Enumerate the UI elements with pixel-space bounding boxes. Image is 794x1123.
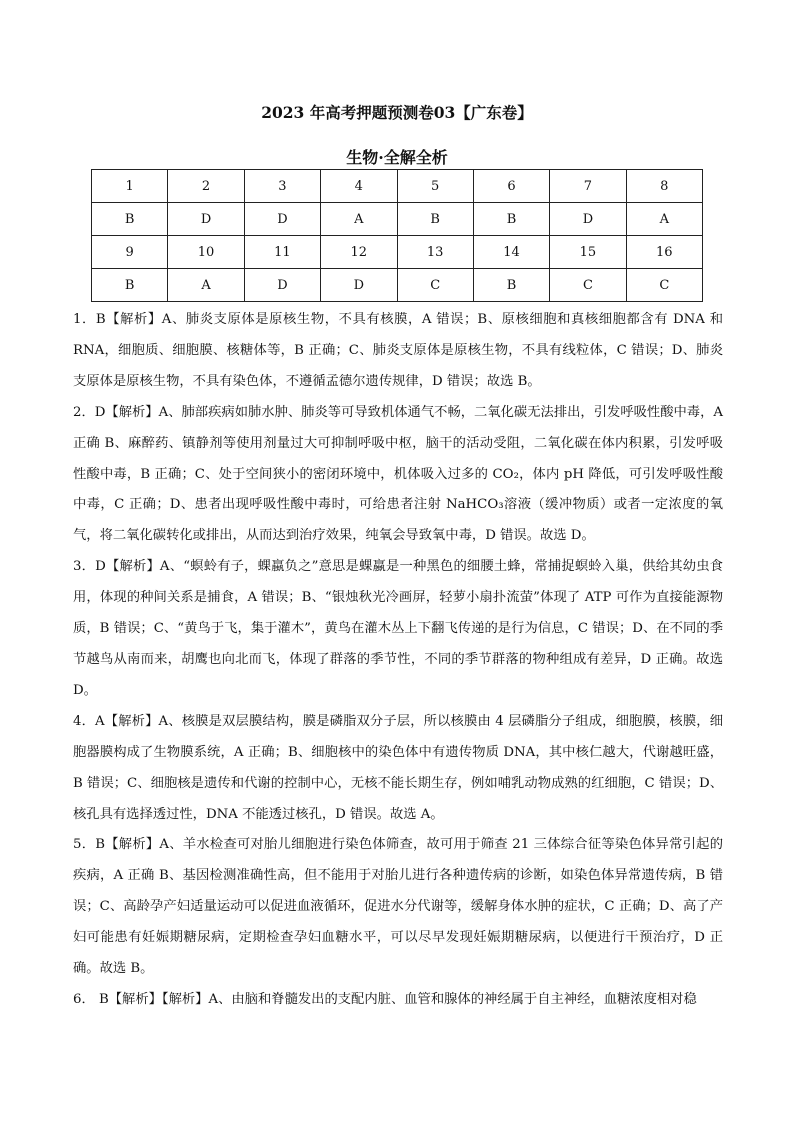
- answer-row: [92, 269, 703, 302]
- answer-cell: A: [168, 269, 244, 302]
- answer-cell: C: [626, 269, 702, 302]
- answer-cell: D: [244, 269, 320, 302]
- page-title: 2023 年高考押题预测卷03【广东卷】: [261, 103, 533, 122]
- answer-cell: A: [626, 203, 702, 236]
- answer-cell: C: [550, 269, 626, 302]
- answer-cell: C: [397, 269, 473, 302]
- answer-cell: B: [92, 203, 168, 236]
- answer-cell: 10: [168, 236, 244, 269]
- answer-row: [92, 236, 703, 269]
- answer-cell: D: [550, 203, 626, 236]
- answer-row: [92, 203, 703, 236]
- answer-cell: 13: [397, 236, 473, 269]
- explanation-6: 6． B【解析】【解析】A、由脑和脊髓发出的支配内脏、血管和腺体的神经属于自主神经，血糖浓度相对稳: [73, 991, 697, 1007]
- answer-cell: 6: [473, 170, 549, 203]
- answer-cell: 15: [550, 236, 626, 269]
- answer-cell: A: [321, 203, 397, 236]
- explanation-5: 5．B【解析】A、羊水检查可对胎儿细胞进行染色体筛查，故可用于筛查 21 三体综合征等染色体异常引起的疾病，A 正确 B、基因检测准确性高，但不能用于对胎儿进行各种遗传病的诊断，如染色体异常遗传病，B 错误；C、高龄孕产妇适量运动可以促进血液循环，促进水分代谢等，缓解身体水肿的症状，C 正确；D、高了产妇可能患有妊娠期糖尿病，定期检查孕妇血糖水平，可以尽早发现妊娠期糖尿病，以便进行干预治疗，D 正确。故选 B。: [73, 837, 723, 977]
- answer-cell: B: [473, 269, 549, 302]
- answer-cell: 9: [92, 236, 168, 269]
- answer-cell: 16: [626, 236, 702, 269]
- answer-cell: D: [321, 269, 397, 302]
- answer-cell: 2: [168, 170, 244, 203]
- answer-cell: 5: [397, 170, 473, 203]
- answer-cell: 14: [473, 236, 549, 269]
- explanation-1: 1．B【解析】A、肺炎支原体是原核生物，不具有核膜，A 错误；B、原核细胞和真核细胞都含有 DNA 和 RNA，细胞质、细胞膜、核糖体等，B 正确；C、肺炎支原体是原核生物，不具有线粒体，C 错误；D、肺炎支原体是原核生物，不具有染色体，不遵循孟德尔遗传规律，D 错误；故选 B。: [73, 312, 723, 389]
- answer-cell: B: [397, 203, 473, 236]
- answer-cell: 8: [626, 170, 702, 203]
- answer-cell: 1: [92, 170, 168, 203]
- answer-cell: 12: [321, 236, 397, 269]
- answer-cell: 7: [550, 170, 626, 203]
- answer-cell: 4: [321, 170, 397, 203]
- explanation-3: 3．D【解析】A、“螟蛉有子，蜾蠃负之”意思是蜾蠃是一种黑色的细腰土蜂，常捕捉螟蛉入巢，供给其幼虫食用，体现的种间关系是捕食，A 错误；B、“银烛秋光冷画屏，轻萝小扇扑流萤”体现了 ATP 可作为直接能源物质，B 错误；C、“黄鸟于飞，集于灌木”，黄鸟在灌木丛上下翻飞传递的是行为信息，C 错误；D、在不同的季节越鸟从南而来，胡鹰也向北而飞，体现了群落的季节性，不同的季节群落的物种组成有差异，D 正确。故选 D。: [73, 559, 723, 698]
- answer-row: [92, 170, 703, 203]
- explanation-2: 2．D【解析】A、肺部疾病如肺水肿、肺炎等可导致机体通气不畅，二氧化碳无法排出，引发呼吸性酸中毒，A 正确 B、麻醉药、镇静剂等使用剂量过大可抑制呼吸中枢，脑干的活动受阻，二氧化碳在体内积累，引发呼吸性酸中毒，B 正确；C、处于空间狭小的密闭环境中，机体吸入过多的 CO₂，体内 pH 降低，可引发呼吸性酸中毒，C 正确；D、患者出现呼吸性酸中毒时，可给患者注射 NaHCO₃溶液（缓冲物质）或者一定浓度的氧气，将二氧化碳转化或排出，从而达到治疗效果，纯氧会导致氧中毒，D 错误。故选 D。: [73, 404, 723, 544]
- page-subtitle: 生物·全解全析: [346, 148, 448, 167]
- explanations: [73, 305, 723, 1016]
- answer-cell: D: [168, 203, 244, 236]
- answer-cell: B: [92, 269, 168, 302]
- answer-table: [91, 169, 703, 302]
- answer-cell: 3: [244, 170, 320, 203]
- answer-cell: B: [473, 203, 549, 236]
- answer-cell: D: [244, 203, 320, 236]
- answer-cell: 11: [244, 236, 320, 269]
- explanation-4: 4．A【解析】A、核膜是双层膜结构，膜是磷脂双分子层，所以核膜由 4 层磷脂分子组成，细胞膜，核膜，细胞器膜构成了生物膜系统，A 正确；B、细胞核中的染色体中有遗传物质 DNA，其中核仁越大，代谢越旺盛，B 错误；C、细胞核是遗传和代谢的控制中心，无核不能长期生存，例如哺乳动物成熟的红细胞，C 错误；D、核孔具有选择透过性，DNA 不能透过核孔，D 错误。故选 A。: [73, 713, 723, 822]
